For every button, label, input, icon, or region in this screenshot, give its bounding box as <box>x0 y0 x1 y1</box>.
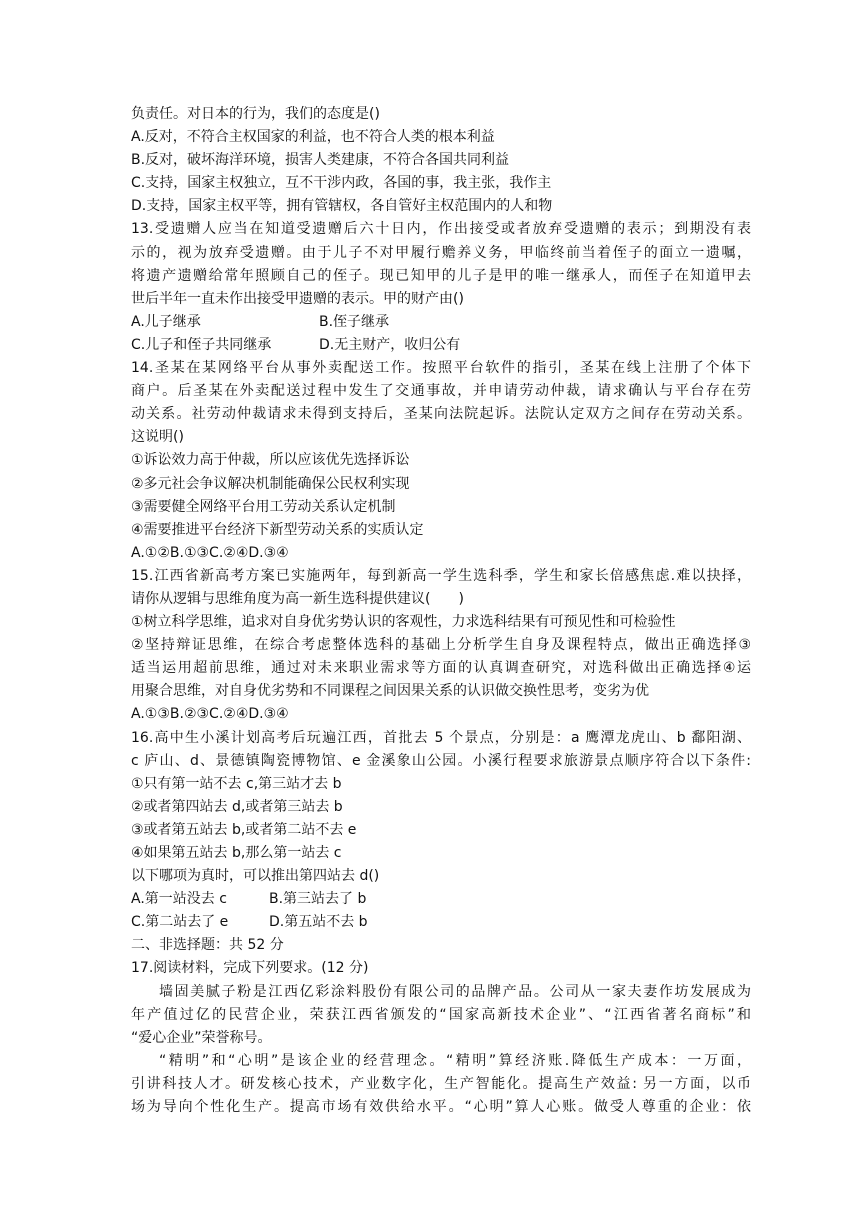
q15-line: ②坚持辩证思维，在综合考虑整体选科的基础上分析学生自身及课程特点，做出正确选择③ <box>131 637 751 654</box>
q12-stem-tail: 负责任。对日本的行为，我们的态度是() <box>131 106 380 122</box>
page-content <box>131 103 751 1119</box>
q16-condition: ②或者第四站去 d,或者第三站去 b <box>131 798 343 815</box>
q16-option-a: A.第一站没去 c <box>131 891 227 908</box>
q13-line: 世后半年一直未作出接受甲遗赠的表示。甲的财产由() <box>131 290 464 307</box>
q15-line: ①树立科学思维，追求对自身优劣势认识的客观性，力求选科结果有可预见性和可检验性 <box>131 614 676 631</box>
q17-paragraph-line: “精明”和“心明”是该企业的经营理念。“精明”算经济账.降低生产成本：一万面， <box>159 1052 751 1069</box>
q15-line: 适当运用超前思维，通过对未来职业需求等方面的认真调查研究，对选科做出正确选择④运 <box>131 660 751 677</box>
q16-option-b: B.第三站去了 b <box>269 891 367 908</box>
q17-paragraph-line: 年产值过亿的民营企业，荣获江西省颁发的“国家高新技术企业”、“江西省著名商标”和 <box>131 1006 751 1023</box>
q15-line: 用聚合思维，对自身优劣势和不同课程之间因果关系的认识做交换性思考，变劣为优 <box>131 683 649 700</box>
q13-option-d: D.无主财产，收归公有 <box>319 336 461 353</box>
q13-line: 将遗产遗赠给常年照顾自己的侄子。现已知甲的儿子是甲的唯一继承人，而侄子在知道甲去 <box>131 267 751 284</box>
q16-options-row <box>131 888 751 911</box>
q15-answer-options: A.①③B.②③C.②④D.③④ <box>131 706 289 723</box>
q13-option-b: B.侄子继承 <box>319 313 390 330</box>
q13-option-a: A.儿子继承 <box>131 313 201 330</box>
q17-stem: 17.阅读材料，完成下列要求。(12 分) <box>131 960 369 977</box>
q14-answer-options: A.①②B.①③C.②④D.③④ <box>131 544 289 561</box>
q14-item: ①诉讼效力高于仲裁，所以应该优先选择诉讼 <box>131 452 410 469</box>
q16-condition: ①只有第一站不去 c,第三站才去 b <box>131 775 342 792</box>
q14-line: 14.圣某在某网络平台从事外卖配送工作。按照平台软件的指引，圣某在线上注册了个体下 <box>131 360 751 377</box>
q13-options-row <box>131 334 751 357</box>
q15-line: 请你从逻辑与思维角度为高一新生选科提供建议( ) <box>131 590 464 607</box>
q12-option-a: A.反对，不符合主权国家的利益，也不符合人类的根本利益 <box>131 129 495 146</box>
q16-option-d: D.第五站不去 b <box>269 914 368 931</box>
q12-option-b: B.反对，破坏海洋环境，损害人类建康，不符合各国共同利益 <box>131 152 510 169</box>
q16-line: c 庐山、d、景德镇陶瓷博物馆、e 金溪象山公园。小溪行程要求旅游景点顺序符合以下条件: <box>131 752 751 769</box>
q14-line: 这说明() <box>131 429 184 446</box>
q12-option-c: C.支持，国家主权独立，互不干涉内政，各国的事，我主张，我作主 <box>131 175 552 192</box>
q16-question: 以下哪项为真时，可以推出第四站去 d() <box>131 868 380 885</box>
q13-option-c: C.儿子和侄子共同继承 <box>131 336 272 353</box>
q15-line: 15.江西省新高考方案已实施两年，每到新高一学生选科季，学生和家长倍感焦虑.难以抉择， <box>131 567 751 584</box>
q14-item: ②多元社会争议解决机制能确保公民权利实现 <box>131 475 410 492</box>
q17-paragraph-line: 引讲科技人才。研发核心技术，产业数字化，生产智能化。提高生产效益: 另一方面，以币 <box>131 1075 751 1092</box>
q16-line: 16.高中生小溪计划高考后玩遍江西，首批去 5 个景点，分别是：a 鹰潭龙虎山、b 鄱阳湖、 <box>131 729 751 746</box>
q16-condition: ④如果第五站去 b,那么第一站去 c <box>131 845 342 861</box>
q13-options-row <box>131 311 751 334</box>
section-heading: 二、非选择题：共 52 分 <box>131 937 284 954</box>
q17-paragraph-line: 场为导向个性化生产。提高市场有效供给水平。“心明”算人心账。做受人尊重的企业：依 <box>131 1099 751 1116</box>
q16-option-c: C.第二站去了 e <box>131 914 229 931</box>
q14-item: ④需要推进平台经济下新型劳动关系的实质认定 <box>131 521 424 538</box>
q12-option-d: D.支持，国家主权平等，拥有管辖权，各自管好主权范围内的人和物 <box>131 198 553 215</box>
q14-line: 动关系。社劳动仲裁请求未得到支持后，圣某向法院起诉。法院认定双方之间存在劳动关系。 <box>131 406 751 423</box>
q14-line: 商户。后圣某在外卖配送过程中发生了交通事故，并申请劳动仲裁，请求确认与平台存在劳 <box>131 383 751 400</box>
q13-line: 13.受遗赠人应当在知道受遗赠后六十日内，作出接受或者放弃受遗赠的表示；到期没有表 <box>131 221 751 238</box>
q16-options-row <box>131 911 751 934</box>
q13-line: 示的，视为放弃受遗赠。由于儿子不对甲履行赡养义务，甲临终前当着侄子的面立一遗嘱， <box>131 244 751 261</box>
q14-item: ③需要健全网络平台用工劳动关系认定机制 <box>131 498 396 515</box>
q16-condition: ③或者第五站去 b,或者第二站不去 e <box>131 821 357 838</box>
q17-paragraph-line: 墙固美腻子粉是江西亿彩涂料股份有限公司的品牌产品。公司从一家夫妻作坊发展成为 <box>159 983 751 1000</box>
q17-paragraph-line: “爱心企业”荣誉称号。 <box>131 1029 272 1046</box>
